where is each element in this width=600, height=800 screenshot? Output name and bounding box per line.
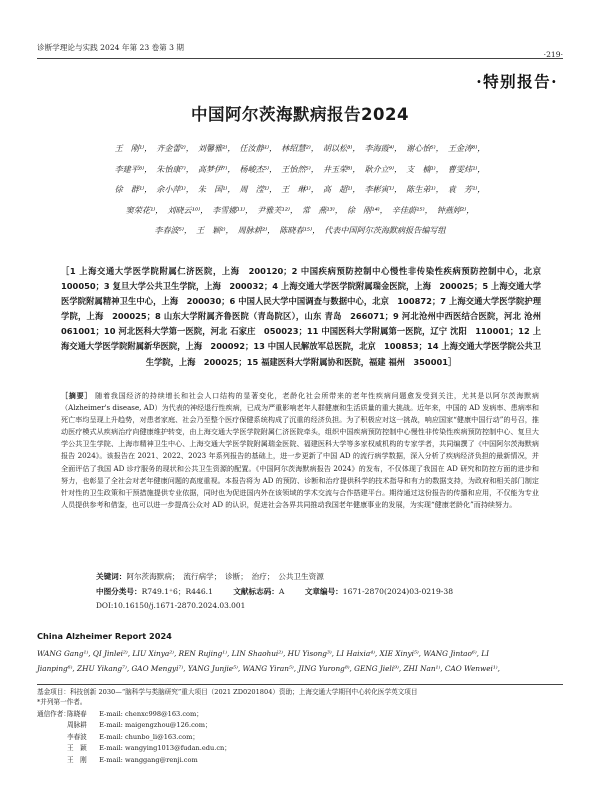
- footnote-rule: [37, 684, 563, 685]
- keywords-label: 关键词：: [96, 572, 127, 581]
- running-header: 诊断学理论与实践 2024 年第 23 卷第 3 期: [37, 43, 185, 52]
- keywords-value: 阿尔茨海默病； 流行病学； 诊断； 治疗； 公共卫生资源: [126, 572, 324, 581]
- funding-note: 基金项目：科技创新 2030—“脑科学与类脑研究”重大项目（2021 ZD0201804）资助；上海交通大学期刊中心转化医学英文项目: [37, 688, 418, 696]
- corresponding-authors: [37, 709, 231, 766]
- contacts-label: 通信作者：: [37, 710, 70, 718]
- header-rule: [37, 58, 563, 59]
- doi-value: 10.16150/j.1671-2870.2024.03.001: [113, 601, 246, 610]
- author-list: [40, 138, 560, 241]
- page-number: ·219·: [543, 50, 563, 59]
- article-number-value: 1671-2870(2024)03-0219-38: [342, 587, 454, 596]
- contact-name: 王 颖: [67, 744, 87, 753]
- author-line: 李春波⁵⁾， 王 颖²⁾， 周脉耕²⁾， 陈晓春¹⁵⁾， 代表中国阿尔茨海默病报告编写组: [154, 225, 446, 236]
- contact-name: 李春波: [67, 732, 87, 741]
- english-title: China Alzheimer Report 2024: [37, 631, 172, 641]
- clc-value: R749.1⁺6；R446.1: [141, 587, 213, 596]
- section-label: ·特别报告·: [476, 72, 558, 91]
- contact-row: [37, 720, 231, 731]
- doi-label: DOI:: [96, 601, 114, 610]
- article-title: 中国阿尔茨海默病报告2024: [191, 105, 409, 124]
- contact-row: [37, 732, 231, 743]
- contact-email[interactable]: E-mail: chunbo_li@163.com；: [99, 732, 199, 741]
- abstract-text: 随着我国经济的持续增长和社会人口结构的显著变化，老龄化社会所带来的老年性疾病问题愈发受到关注，尤其是以阿尔茨海默病（Alzheimer's disease, AD）为代表的神经退行性疾病，已成为严重影响老年人群健康和生活质量的重大挑战。近年来，中国的 AD 发病率、患病率和死亡率均呈现上升趋势，对患者家庭、社会乃至整个医疗保健系统构成了沉重的经济负担。为了积极应对这一挑战，响应国家“健康中国行动”的号召，推动医疗模式从疾病治疗向健康维护转变，由上海交通大学医学院附属仁济医院牵头，组织中国疾病预防控制中心慢性非传染性疾病预防控制中心、复旦大学公共卫生学院、上海市精神卫生中心、上海交通大学医学院附属瑞金医院、福建医科大学等多家权威机构的专家学者，共同编撰了《中国阿尔茨海默病报告 2024》。该报告在 2021、2022、2023 年系列报告的基础上，进一步更新了中国 AD 的流行病学数据，深入分析了疾病经济负担的最新情况，并全面评估了我国 AD 诊疗服务的现状和公共卫生资源的配置。《中国阿尔茨海默病报告 2024》的发布，不仅体现了我国在 AD 研究和防控方面的进步和努力，也彰显了全社会对老年健康问题的高度重视。本报告将为 AD 的预防、诊断和治疗提供科学的技术指导和有力的数据支持，为政府和相关部门制定针对性的卫生政策和干预措施提供专业依据，同时也为促进国内外在该领域的学术交流与合作搭建平台。期待通过这份报告的传播和应用，不仅能为专业人员提供参考和借鉴，也可以进一步提高公众对 AD 的认识，促进社会各界共同推动我国老年健康事业的发展，为实现“健康老龄化”而持续努力。: [61, 391, 540, 509]
- classification-line: [96, 586, 536, 597]
- contact-row: [37, 709, 231, 720]
- author-line: 徐 群¹⁾， 余小萍¹⁾， 朱 国¹⁾， 周 滢¹⁾， 王 琳¹⁾， 高 超¹⁾， 李彬寅¹⁾， 陈生弟¹⁾， 袁 芳¹⁾，: [114, 184, 486, 195]
- contact-row: [37, 755, 231, 766]
- doi-line: [96, 601, 536, 610]
- equal-contribution-note: *并列第一作者。: [37, 698, 87, 706]
- doc-code-value: A: [278, 587, 285, 596]
- contact-name: 王 刚: [67, 755, 87, 764]
- contact-email[interactable]: E-mail: wanggang@renji.com: [99, 755, 198, 764]
- abstract: [61, 390, 539, 511]
- contact-name: 周脉耕: [67, 721, 87, 730]
- doc-code-label: 文献标志码：: [233, 587, 279, 596]
- affiliations: ［1 上海交通大学医学院附属仁济医院，上海 200120；2 中国疾病预防控制中心慢性非传染性疾病预防控制中心，北京 100050；3 复旦大学公共卫生学院，上海 200032；4 上海交通大学医学院附属瑞金医院，上海 200025；5 上海交通大学医学院附属精神卫生中心，上海 200030；6 中国人民大学中国调查与数据中心，北京 100872；7 上海交通大学医学院护理学院，上海 200025；8 山东大学附属齐鲁医院（青岛院区），山东 青岛 266071；9 河北沧州中西医结合医院，河北 沧州 061001；10 河北医科大学第一医院，河北 石家庄 050023；11 中国医科大学附属第一医院，辽宁 沈阳 110001；12 上海交通大学医学院附属新华医院，上海 200092；13 中国人民解放军总医院，北京 100853；14 上海交通大学医学院公共卫生学院，上海 200025；15 福建医科大学附属协和医院，福建 福州 350001］: [61, 266, 550, 367]
- contact-email[interactable]: E-mail: chenxc998@163.com；: [99, 710, 203, 718]
- contact-name: 陈晓春: [67, 710, 87, 718]
- english-author-line: WANG Gang¹⁾, QI Jinlei²⁾, LIU Xinya²⁾, REN Rujing¹⁾, LIN Shaohui²⁾, HU Yisong³⁾, LI Haixia⁴⁾, XIE Xinyi⁵⁾, WANG Jintao⁶⁾, LI: [37, 649, 489, 658]
- contact-email[interactable]: E-mail: wangying1013@fudan.edu.cn；: [99, 744, 231, 753]
- author-line: 窦荣花¹⁾， 刘晓云¹⁰⁾， 李雪娜¹¹⁾， 尹雅芙¹²⁾， 常 燕¹³⁾， 徐 刚¹⁴⁾， 辛佳蔚¹⁵⁾， 钟燕婷²⁾，: [125, 204, 475, 215]
- english-author-line: Jianping⁶⁾, ZHU Yikang⁷⁾, GAO Mengyi⁷⁾, YANG Junjie⁵⁾, WANG Yiran⁵⁾, JING Yurong⁸⁾, GENG Jieli⁹⁾, ZHI Nan¹⁾, CAO Wenwei¹⁾,: [37, 664, 500, 674]
- clc-label: 中图分类号：: [96, 587, 142, 596]
- article-number-label: 文章编号：: [304, 587, 343, 596]
- keywords: [96, 571, 536, 582]
- english-authors: [37, 646, 563, 676]
- author-line: 王 刚¹⁾， 齐金蕾²⁾， 刘馨雅²⁾， 任汝静¹⁾， 林绍慧²⁾， 胡以松³⁾， 李海霞⁴⁾， 谢心怡⁵⁾， 王金涛⁶⁾，: [114, 143, 486, 153]
- author-line: 李建平⁶⁾， 朱怡康⁷⁾， 高梦伊⁷⁾， 杨峻杰⁵⁾， 王怡然⁵⁾， 井玉荣⁸⁾， 耿介立⁹⁾， 支 楠¹⁾， 曹雯炜¹⁾，: [114, 163, 486, 174]
- contact-email[interactable]: E-mail: maigengzhou@126.com；: [99, 721, 212, 730]
- contact-row: [37, 743, 231, 754]
- abstract-label: ［摘要］: [61, 391, 93, 400]
